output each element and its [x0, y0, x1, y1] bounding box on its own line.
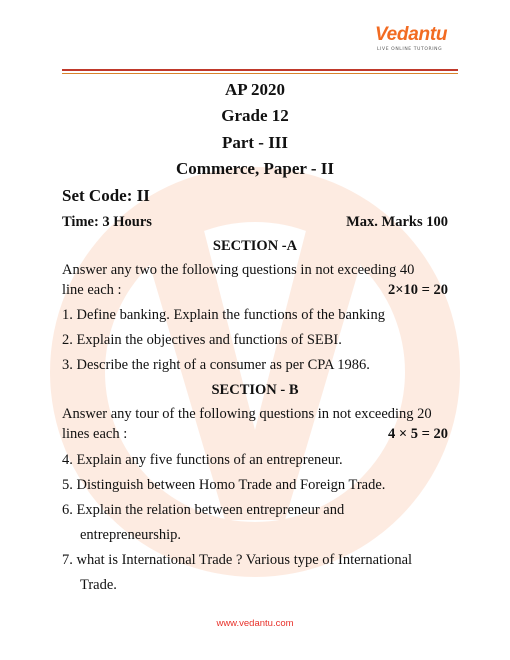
logo-text: Vedantu	[375, 24, 448, 45]
question-3: 3. Describe the right of a consumer as per CPA 1986.	[62, 357, 370, 373]
question-6: 6. Explain the relation between entrepreneur and	[62, 502, 345, 518]
section-a-title: SECTION -A	[212, 238, 298, 254]
question-4: 4. Explain any five functions of an entrepreneur.	[62, 452, 343, 468]
header-rule-thin	[62, 73, 458, 74]
section-a-marks: 2×10 = 20	[387, 282, 448, 298]
question-7: 7. what is International Trade ? Various type of International	[62, 552, 413, 568]
set-code: Set Code: II	[62, 186, 150, 205]
question-6-cont: entrepreneurship.	[80, 527, 182, 543]
question-1: 1. Define banking. Explain the functions of the banking	[62, 307, 385, 323]
section-b-title: SECTION - B	[211, 382, 299, 398]
footer-link[interactable]: www.vedantu.com	[216, 618, 294, 629]
subject-title: Commerce, Paper - II	[176, 159, 334, 178]
section-a-instruction: Answer any two the following questions in not exceeding 40	[62, 262, 415, 278]
exam-title: AP 2020	[225, 80, 285, 99]
time-label: Time: 3 Hours	[62, 214, 152, 230]
question-7-cont: Trade.	[80, 577, 117, 593]
section-b-marks: 4 × 5 = 20	[387, 426, 448, 442]
logo-tagline: LIVE ONLINE TUTORING	[377, 47, 443, 52]
section-a-instruction-2: line each :	[62, 282, 122, 298]
max-marks-label: Max. Marks 100	[346, 214, 448, 230]
header-rule	[62, 69, 458, 71]
vedantu-logo	[375, 24, 465, 56]
question-5: 5. Distinguish between Homo Trade and Foreign Trade.	[62, 477, 386, 493]
section-b-instruction: Answer any tour of the following questions in not exceeding 20	[62, 406, 432, 422]
section-b-instruction-2: lines each :	[62, 426, 128, 442]
question-2: 2. Explain the objectives and functions of SEBI.	[62, 332, 342, 348]
part-title: Part - III	[221, 133, 289, 152]
grade-title: Grade 12	[221, 106, 289, 125]
